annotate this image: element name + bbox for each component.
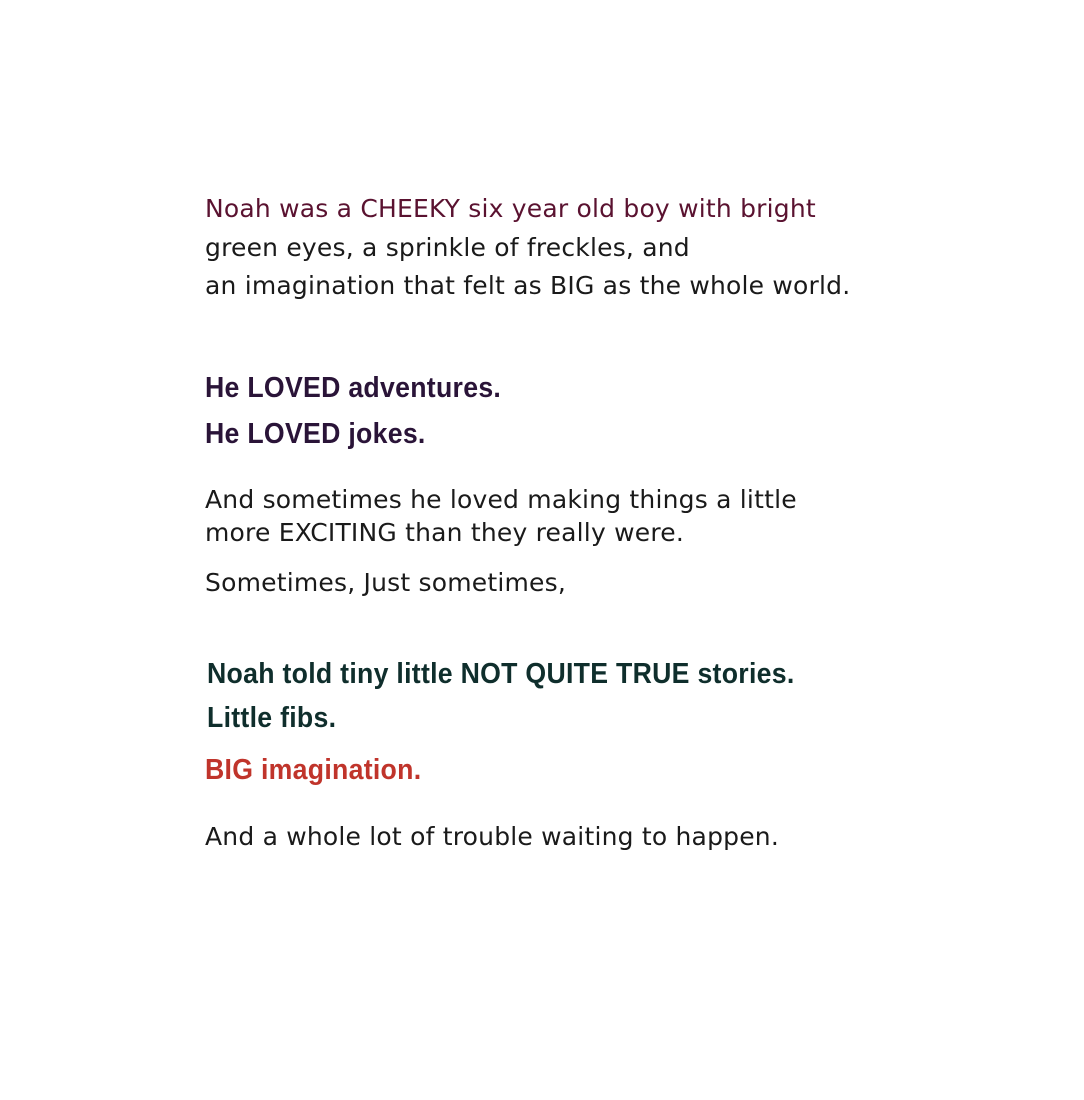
exciting-paragraph (205, 483, 797, 549)
sometimes-line: Sometimes, Just sometimes, (205, 568, 566, 597)
trouble-line: And a whole lot of trouble waiting to happen. (205, 822, 779, 851)
fibs-line-little-fibs: Little fibs. (207, 702, 337, 734)
intro-paragraph (205, 190, 850, 306)
intro-line-3: an imagination that felt as BIG as the whole world. (205, 271, 851, 300)
big-imagination-heading: BIG imagination. (205, 754, 422, 786)
exciting-line-1: And sometimes he loved making things a little (205, 485, 797, 514)
loves-heading (205, 365, 501, 457)
fibs-line-stories: Noah told tiny little NOT QUITE TRUE stories. (207, 658, 795, 690)
intro-line-1: Noah was a CHEEKY six year old boy with bright (205, 194, 816, 223)
loves-line-jokes: He LOVED jokes. (205, 418, 426, 450)
intro-line-2: green eyes, a sprinkle of freckles, and (205, 232, 690, 262)
exciting-line-2: more EXCITING than they really were. (205, 518, 684, 547)
loves-line-adventures: He LOVED adventures. (205, 372, 502, 404)
fibs-heading (207, 652, 795, 740)
